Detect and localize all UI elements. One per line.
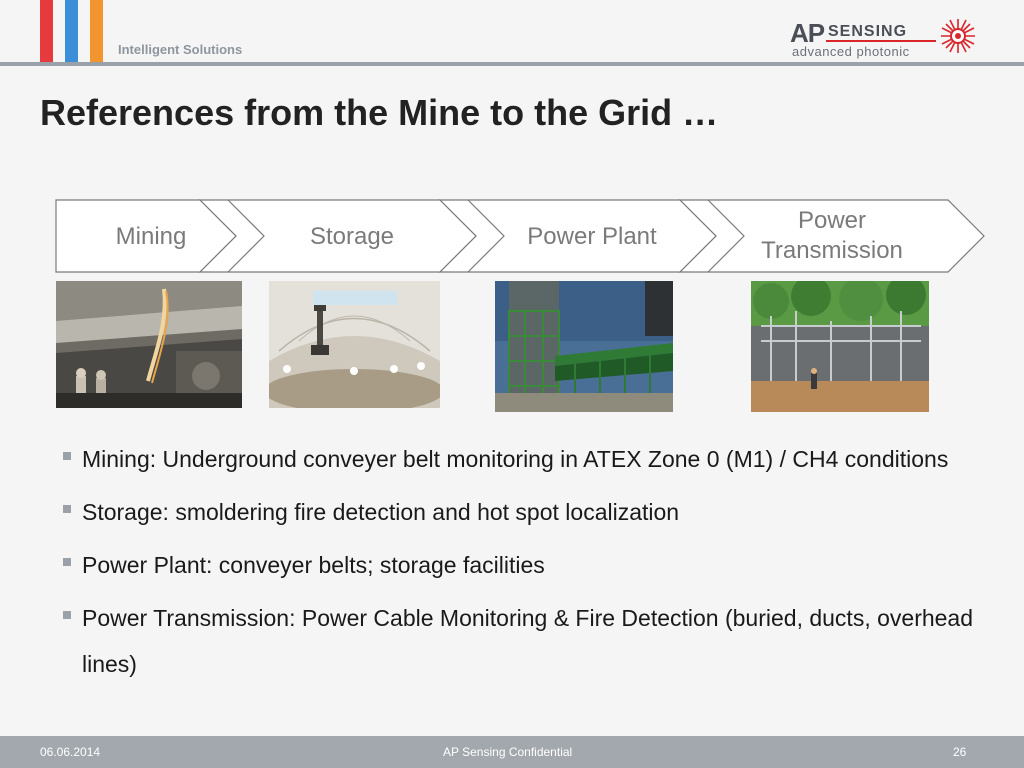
slide-footer — [0, 736, 1024, 768]
stage-label-storage: Storage — [309, 223, 395, 250]
list-item — [62, 436, 982, 482]
footer-date: 06.06.2014 — [40, 745, 101, 759]
bullet-square-icon — [63, 558, 71, 566]
stage-label-mining: Mining — [115, 223, 187, 250]
list-item — [62, 595, 982, 687]
bullet-text-power-plant: Power Plant: conveyer belts; storage facilities — [82, 552, 545, 578]
tagline: Intelligent Solutions — [118, 42, 243, 57]
bullet-text-power-transmission: Power Transmission: Power Cable Monitoring & Fire Detection (buried, ducts, overhead lines) — [82, 605, 974, 677]
bullet-square-icon — [63, 452, 71, 460]
list-item — [62, 542, 982, 588]
logo-brand: AP — [790, 18, 825, 48]
mine-conveyor-photo — [56, 281, 242, 408]
bullet-square-icon — [63, 611, 71, 619]
stage-label-power-transmission: Power Transmission — [761, 207, 903, 264]
logo-brand-suffix: SENSING — [828, 23, 908, 40]
footer-confidential: AP Sensing Confidential — [443, 745, 573, 759]
stage-label-power-plant: Power Plant — [527, 223, 657, 250]
storage-dome-photo — [269, 281, 440, 408]
list-item — [62, 489, 982, 535]
logo-subtitle: advanced photonic — [792, 44, 910, 59]
bullet-square-icon — [63, 505, 71, 513]
slide-title: References from the Mine to the Grid … — [40, 92, 719, 133]
substation-photo — [751, 281, 929, 412]
power-plant-photo — [495, 281, 673, 412]
bullet-text-storage: Storage: smoldering fire detection and hot spot localization — [82, 499, 680, 525]
bullet-text-mining: Mining: Underground conveyer belt monitoring in ATEX Zone 0 (M1) / CH4 conditions — [82, 446, 949, 472]
footer-page-number: 26 — [953, 745, 967, 759]
bullet-list — [62, 436, 982, 694]
